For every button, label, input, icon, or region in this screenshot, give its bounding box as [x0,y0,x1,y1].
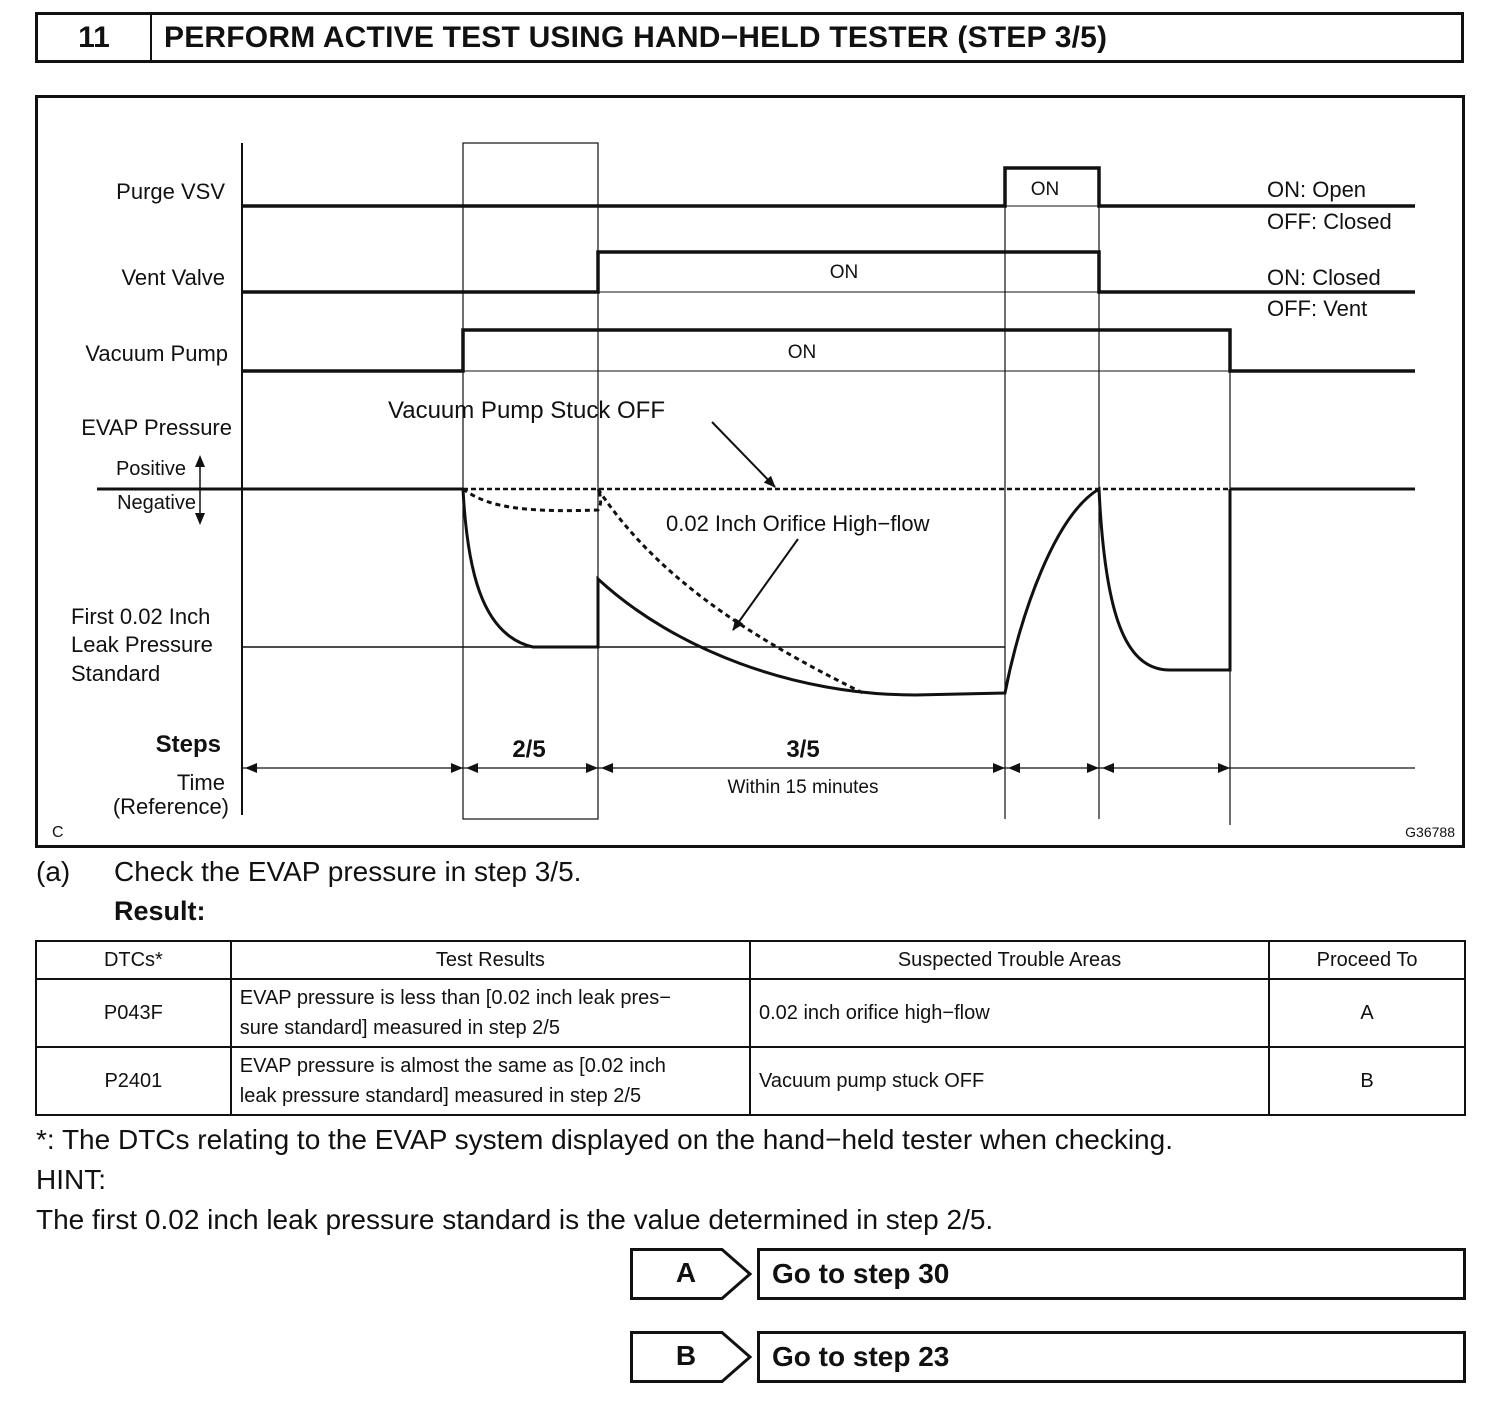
hint-text: The first 0.02 inch leak pressure standard is the value determined in step 2/5. [36,1204,994,1235]
negative-arrow-head [195,513,205,525]
trouble-area-cell: Vacuum pump stuck OFF [750,1047,1269,1115]
table-header-row [36,941,1465,979]
trouble-area-cell: 0.02 inch orifice high−flow [750,979,1269,1047]
header-test-results: Test Results [231,941,750,979]
step-header [35,12,1464,63]
instruction-line [36,856,581,888]
test-result-line: EVAP pressure is less than [0.02 inch leak pres− [239,987,671,1009]
proceed-to-cell: B [1269,1047,1465,1115]
within-15-minutes-label: Within 15 minutes [727,777,879,798]
step-2-5-window [463,143,598,819]
goto-letter: A [675,1257,697,1288]
positive-label: Positive [115,458,186,480]
purge-legend-off: OFF: Closed [1267,209,1392,234]
vacuum-pump-label: Vacuum Pump [85,341,228,366]
vent-on-label: ON [829,262,859,283]
header-proceed-to: Proceed To [1269,941,1465,979]
results-table [35,940,1466,1116]
time-label: Time [176,770,225,795]
dtc-cell: P043F [36,979,231,1047]
table-row [36,979,1465,1047]
header-suspected-areas: Suspected Trouble Areas [750,941,1269,979]
high-flow-annotation: 0.02 Inch Orifice High−flow [666,511,930,536]
test-result-line: EVAP pressure is almost the same as [0.02 inch [239,1055,666,1077]
proceed-to-cell: A [1269,979,1465,1047]
timing-diagram-svg [35,95,1465,848]
test-result-cell [231,979,750,1047]
timing-diagram [35,95,1465,848]
test-result-line: sure standard] measured in step 2/5 [239,1017,560,1039]
step-3-5-label: 3/5 [786,736,820,763]
goto-destination[interactable]: Go to step 23 [757,1331,1466,1383]
hint-label: HINT: [36,1164,106,1195]
test-result-cell [231,1047,750,1115]
pump-on-label: ON [787,342,817,363]
purge-vsv-signal [242,168,1415,206]
stuck-off-curve [463,489,601,511]
leak-standard-label-2: Leak Pressure [71,632,213,657]
step-2-5-label: 2/5 [512,736,546,763]
stuck-off-annotation: Vacuum Pump Stuck OFF [388,397,665,424]
purge-vsv-label: Purge VSV [116,179,225,204]
leak-standard-label-3: Standard [71,661,161,686]
leak-standard-label-1: First 0.02 Inch [71,604,211,629]
negative-label: Negative [117,492,196,514]
goto-letter: B [675,1340,697,1371]
step-title: PERFORM ACTIVE TEST USING HAND−HELD TESTER (STEP 3/5) [164,20,1108,54]
table-row [36,1047,1465,1115]
figure-id: G36788 [1405,824,1455,840]
vent-valve-signal [242,252,1415,292]
purge-on-label: ON [1030,179,1060,200]
dtc-cell: P2401 [36,1047,231,1115]
instruction-text: Check the EVAP pressure in step 3/5. [114,856,582,887]
time-reference-label: (Reference) [112,794,229,819]
result-label: Result: [114,896,206,926]
purge-legend-on: ON: Open [1267,177,1367,202]
instruction-tag: (a) [36,856,71,887]
vent-legend-on: ON: Closed [1267,265,1381,290]
header-dtcs: DTCs* [36,941,231,979]
high-flow-leader [733,539,798,630]
positive-arrow-head [195,455,205,467]
evap-pressure-label: EVAP Pressure [81,415,232,440]
step-number: 11 [38,15,152,60]
steps-label: Steps [155,731,221,758]
test-result-line: leak pressure standard] measured in step 2/5 [239,1085,642,1107]
corner-mark: C [52,824,64,841]
goto-row-b[interactable] [630,1331,1466,1385]
goto-destination[interactable]: Go to step 30 [757,1248,1466,1300]
table-footnote: *: The DTCs relating to the EVAP system displayed on the hand−held tester when checking. [36,1124,1173,1155]
vent-legend-off: OFF: Vent [1267,296,1368,321]
stuck-off-leader [712,422,775,487]
vacuum-pump-signal [242,330,1415,371]
vent-valve-label: Vent Valve [121,265,225,290]
goto-row-a[interactable] [630,1248,1466,1302]
